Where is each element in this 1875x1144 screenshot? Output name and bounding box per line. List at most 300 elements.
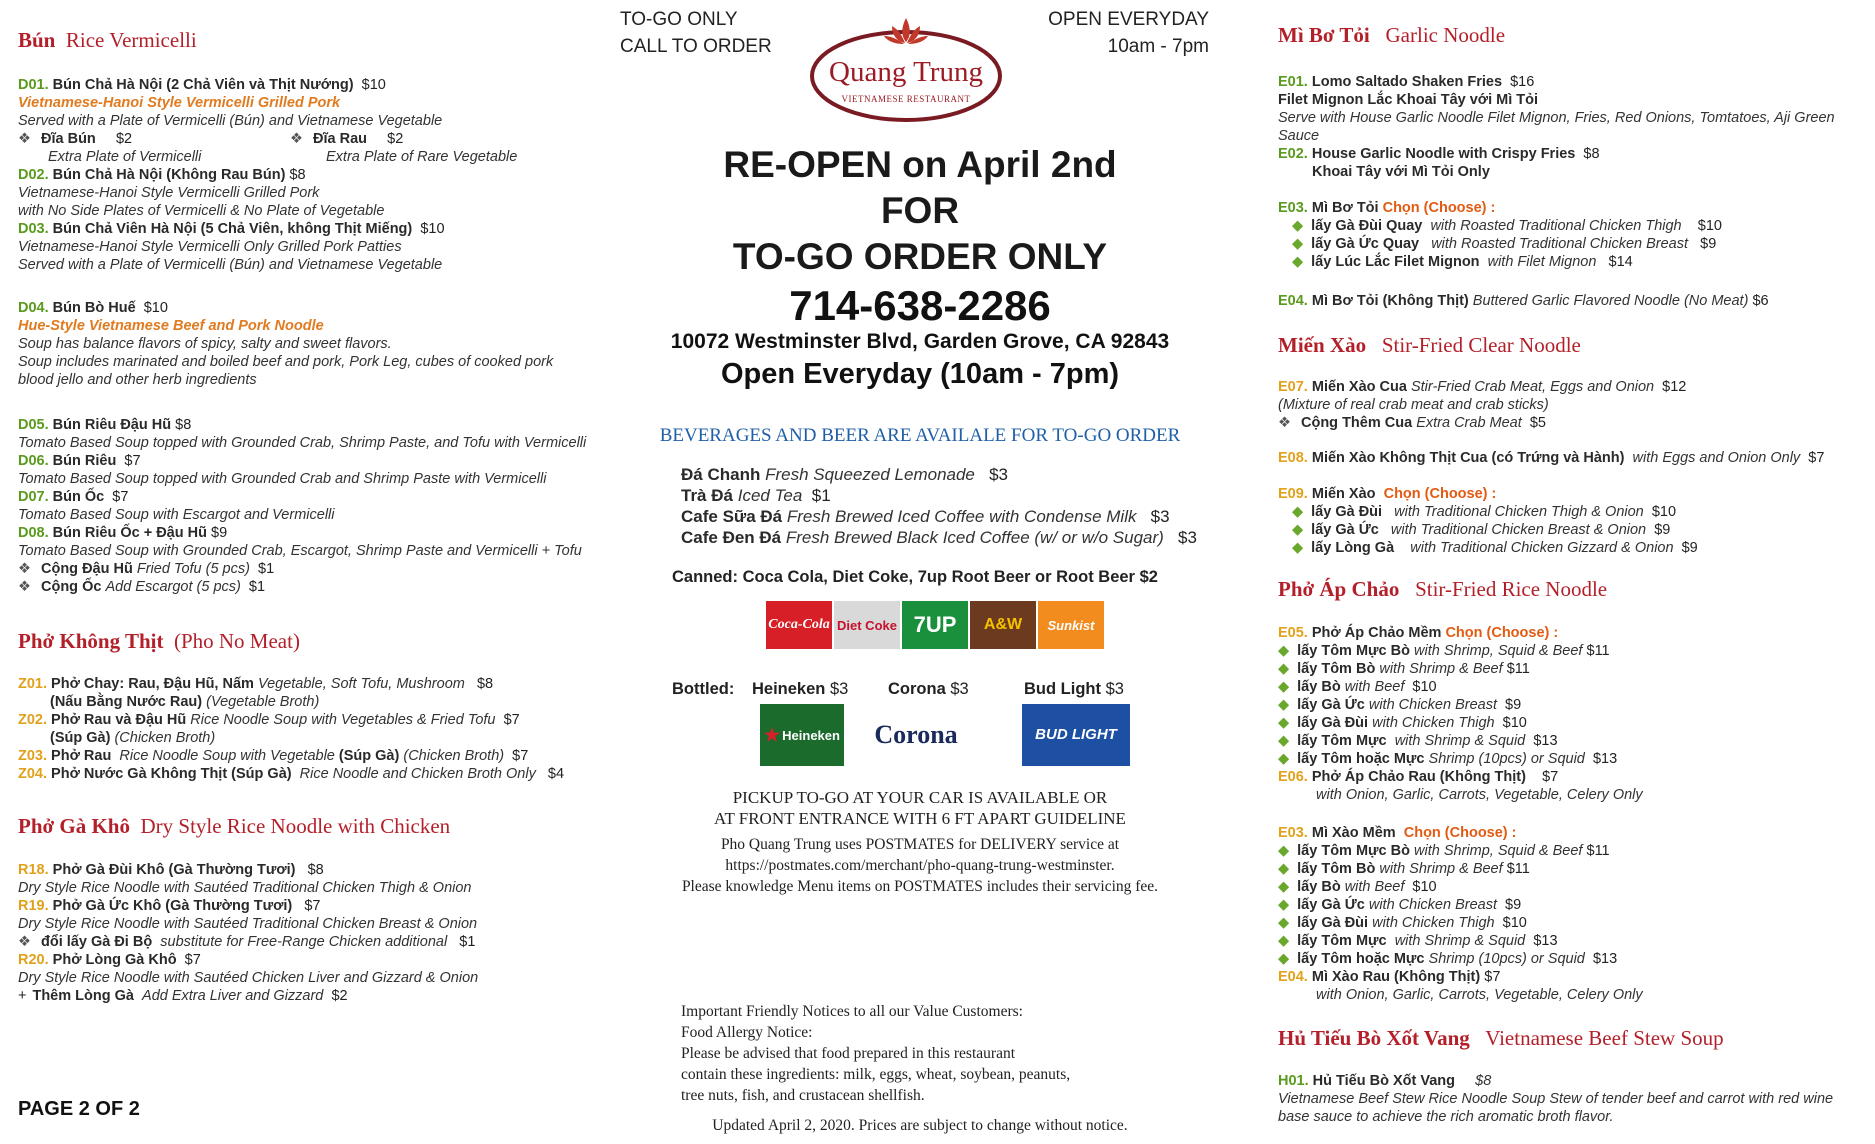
option-name: lấy Lúc Lắc Filet Mignon	[1311, 254, 1480, 270]
option-desc: Extra Crab Meat	[1416, 415, 1522, 431]
bullet-icon: ◆	[1292, 254, 1304, 270]
section-title-pho-ap-chao	[1278, 577, 1868, 602]
beverage-price: $1	[811, 486, 831, 505]
option-item	[1292, 253, 1868, 271]
hours: Open Everyday (10am - 7pm)	[720, 358, 1120, 390]
item-price: $8	[476, 676, 494, 692]
item-name: Phở Áp Chảo Mềm	[1311, 625, 1442, 641]
item-code: R20.	[18, 952, 49, 968]
open-line: 10am - 7pm	[1107, 36, 1209, 57]
menu-item-z03	[18, 747, 608, 765]
option-extra-rau	[290, 130, 403, 148]
option-name: lấy Gà Ức	[1297, 697, 1365, 713]
option-price: $13	[1533, 933, 1558, 949]
page-label: PAGE 2 OF 2	[18, 1098, 140, 1120]
beverage-name: Cafe Đen Đá	[681, 528, 782, 547]
menu-item-d03	[18, 220, 608, 274]
option-item	[1278, 842, 1868, 860]
item-price: $7	[512, 748, 529, 764]
option-desc: with Chicken Thigh	[1372, 715, 1495, 731]
item-code: R18.	[18, 862, 49, 878]
option-desc: Fried Tofu (5 pcs)	[136, 561, 250, 577]
bullet-icon: ◆	[1292, 236, 1304, 252]
togo-line: TO-GO ONLY	[620, 9, 738, 30]
item-desc: (Vegetable Broth)	[206, 694, 320, 710]
option-name: lấy Gà Đùi	[1297, 715, 1369, 731]
7up-logo: 7UP	[902, 601, 968, 649]
item-name: Phở Gà Đùi Khô (Gà Thường Tươi)	[52, 862, 296, 878]
item-desc: Stir-Fried Crab Meat, Eggs and Onion	[1410, 379, 1655, 395]
section-title-mien-xao	[1278, 333, 1868, 358]
item-code: E02.	[1278, 146, 1308, 162]
corona-logo-text: Corona	[874, 720, 958, 749]
headline-line: TO-GO ORDER ONLY	[732, 236, 1108, 277]
menu-item-e06	[1278, 768, 1868, 804]
headline-line: RE-OPEN on April 2nd	[723, 144, 1117, 185]
option-item	[1278, 860, 1868, 878]
beverage-item	[681, 506, 1197, 527]
beer-name: Corona	[888, 680, 946, 698]
option-extra-bun	[18, 130, 132, 148]
bullet-icon: ◆	[1292, 522, 1304, 538]
option-desc: with Chicken Breast	[1368, 897, 1497, 913]
option-add-escargot	[18, 578, 608, 596]
item-price: $12	[1662, 379, 1687, 395]
option-desc: substitute for Free-Range Chicken additional	[160, 934, 448, 950]
diamond-icon: ❖	[18, 934, 31, 950]
corona-logo	[874, 704, 958, 766]
option-name: lấy Tôm Mực	[1297, 733, 1387, 749]
option-price: $10	[1651, 504, 1677, 520]
restaurant-logo	[808, 14, 1004, 124]
option-name: lấy Bò	[1297, 879, 1341, 895]
option-name: Cộng Đậu Hũ	[41, 561, 133, 577]
item-code: H01.	[1278, 1073, 1309, 1089]
item-code: R19.	[18, 898, 49, 914]
item-name: Bún Bò Huế	[52, 300, 136, 316]
item-price: $7	[1808, 450, 1825, 466]
section-garlic-noodle	[1278, 23, 1868, 48]
item-code: E01.	[1278, 74, 1308, 90]
beverage-name: Đá Chanh	[681, 465, 761, 484]
open-line: OPEN EVERYDAY	[1048, 9, 1209, 30]
aw-rootbeer-logo: A&W	[970, 601, 1036, 649]
item-price: $7	[112, 489, 129, 505]
bullet-icon: ◆	[1278, 843, 1290, 859]
item-desc: Vietnamese-Hanoi Style Vermicelli Grilled Pork	[18, 185, 320, 201]
option-price: $10	[1412, 879, 1437, 895]
section-title-en: (Pho No Meat)	[173, 629, 300, 653]
item-desc: Dry Style Rice Noodle with Sautéed Traditional Chicken Thigh & Onion	[18, 880, 472, 896]
option-extra-crab	[1278, 414, 1868, 432]
beer-name: Heineken	[752, 680, 826, 698]
item-price: $10	[420, 221, 445, 237]
option-name: Đĩa Rau	[313, 131, 367, 147]
option-item	[1278, 896, 1868, 914]
item-desc: with No Side Plates of Vermicelli & No Plate of Vegetable	[18, 203, 385, 219]
menu-item-e04	[1278, 292, 1868, 310]
menu-item-d04	[18, 299, 608, 389]
beverage-item	[681, 527, 1197, 548]
item-desc: Tomato Based Soup with Grounded Crab, Escargot, Shrimp Paste and Vermicelli + Tofu	[18, 543, 582, 559]
beer-name: Bud Light	[1024, 680, 1101, 698]
bullet-icon: ◆	[1278, 861, 1290, 877]
section-title-vn: Hủ Tiếu Bò Xốt Vang	[1278, 1026, 1470, 1050]
section-title-hu-tieu	[1278, 1026, 1868, 1051]
section-pho-no-meat	[18, 629, 608, 654]
bullet-icon: ◆	[1278, 715, 1290, 731]
pickup-line: AT FRONT ENTRANCE WITH 6 FT APART GUIDELINE	[714, 809, 1126, 828]
section-title-vn: Miến Xào	[1278, 333, 1367, 357]
star-icon: ★	[764, 724, 781, 745]
beverage-desc: Fresh Squeezed Lemonade	[765, 465, 975, 484]
beverage-desc: Fresh Brewed Iced Coffee with Condense Milk	[786, 507, 1137, 526]
beverage-desc: Fresh Brewed Black Iced Coffee (w/ or w/o Sugar)	[785, 528, 1164, 547]
section-title-garlic-noodle	[1278, 23, 1868, 48]
item-code: E03.	[1278, 825, 1308, 841]
item-desc: Buttered Garlic Flavored Noodle (No Meat)	[1472, 293, 1749, 309]
item-desc: Tomato Based Soup topped with Grounded Crab, Shrimp Paste, and Tofu with Vermicelli	[18, 435, 587, 451]
item-desc: (Chicken Broth)	[403, 748, 505, 764]
option-price: $2	[115, 131, 133, 147]
item-code: E06.	[1278, 769, 1308, 785]
item-desc: Vegetable, Soft Tofu, Mushroom	[257, 676, 465, 692]
option-desc: with Traditional Chicken Thigh & Onion	[1394, 504, 1644, 520]
option-price: $2	[387, 131, 404, 147]
option-name: lấy Bò	[1297, 679, 1341, 695]
menu-item-h01	[1278, 1072, 1868, 1126]
bullet-icon: ◆	[1278, 751, 1290, 767]
section-pho-ga-kho	[18, 814, 608, 839]
option-price: $10	[1502, 715, 1527, 731]
diet-coke-logo: Diet Coke	[834, 601, 900, 649]
menu-item-d06	[18, 452, 608, 488]
menu-item-r18	[18, 861, 608, 897]
option-list	[1278, 503, 1868, 557]
item-desc: Tomato Based Soup topped with Grounded Crab and Shrimp Paste with Vermicelli	[18, 471, 547, 487]
phone-number[interactable]: 714-638-2286	[789, 282, 1051, 329]
item-price: $10	[361, 77, 386, 93]
item-code: D03.	[18, 221, 49, 237]
section-title-en: Rice Vermicelli	[65, 28, 197, 52]
beverages-title: BEVERAGES AND BEER ARE AVAILALE FOR TO-GO ORDER	[659, 425, 1181, 446]
coca-cola-logo: Coca-Cola	[766, 601, 832, 649]
option-list	[1278, 842, 1868, 968]
item-desc: Served with a Plate of Vermicelli (Bún) and Vietnamese Vegetable	[18, 257, 443, 273]
item-desc: Vietnamese Beef Stew Rice Noodle Soup Stew of tender beef and carrot with red wine	[1278, 1091, 1834, 1107]
section-title-vn: Bún	[18, 28, 56, 52]
item-desc: Soup has balance flavors of spicy, salty and sweet flavors.	[18, 336, 392, 352]
item-desc: Dry Style Rice Noodle with Sautéed Traditional Chicken Breast & Onion	[18, 916, 478, 932]
option-desc: with Traditional Chicken Breast & Onion	[1390, 522, 1647, 538]
option-name: lấy Gà Ức	[1297, 897, 1365, 913]
item-desc: Rice Noodle Soup with Vegetable	[119, 748, 335, 764]
beverage-item	[681, 464, 1197, 485]
item-price: $7	[503, 712, 520, 728]
bud-light-logo	[1022, 704, 1130, 766]
option-item	[1292, 217, 1868, 235]
item-code: D08.	[18, 525, 49, 541]
notice-line: contain these ingredients: milk, eggs, wheat, soybean, peanuts,	[681, 1066, 1071, 1083]
menu-item-e02	[1278, 145, 1868, 181]
beverage-name: Trà Đá	[681, 486, 733, 505]
option-name: đổi lấy Gà Đi Bộ	[41, 934, 153, 950]
section-title-pho-ga-kho	[18, 814, 608, 839]
item-name: (Nấu Bằng Nước Rau)	[50, 694, 203, 710]
option-desc: with Chicken Breast	[1368, 697, 1497, 713]
item-price: $8	[1475, 1073, 1492, 1089]
option-item	[1292, 521, 1868, 539]
item-desc: Vietnamese-Hanoi Style Vermicelli Only Grilled Pork Patties	[18, 239, 402, 255]
option-desc: with Shrimp & Beef	[1379, 861, 1503, 877]
item-subtitle: Vietnamese-Hanoi Style Vermicelli Grilled Pork	[18, 95, 341, 111]
section-title-bun	[18, 28, 608, 53]
item-name: Mì Bơ Tỏi (Không Thịt)	[1311, 293, 1469, 309]
option-name: lấy Gà Ức	[1311, 522, 1379, 538]
option-price: $13	[1533, 733, 1558, 749]
allergy-notice	[681, 1001, 1070, 1106]
option-price: $5	[1529, 415, 1546, 431]
menu-item-r19	[18, 897, 608, 951]
notice-line: Important Friendly Notices to all our Value Customers:	[681, 1003, 1023, 1020]
option-price: $13	[1592, 751, 1618, 767]
item-name: Phở Gà Ức Khô (Gà Thường Tươi)	[52, 898, 293, 914]
canned-drinks: Canned: Coca Cola, Diet Coke, 7up Root Beer or Root Beer $2	[672, 568, 1158, 586]
option-name: lấy Gà Đùi	[1311, 504, 1383, 520]
item-code: E04.	[1278, 969, 1308, 985]
item-code: D06.	[18, 453, 49, 469]
bullet-icon: ◆	[1278, 733, 1290, 749]
menu-item-e03	[1278, 199, 1868, 271]
item-code: D02.	[18, 167, 49, 183]
item-desc: Rice Noodle and Chicken Broth Only	[299, 766, 536, 782]
item-desc: Served with a Plate of Vermicelli (Bún) and Vietnamese Vegetable	[18, 113, 443, 129]
sunkist-logo: Sunkist	[1038, 601, 1104, 649]
option-item	[1292, 235, 1868, 253]
option-item	[1278, 932, 1868, 950]
item-code: E08.	[1278, 450, 1308, 466]
heineken-logo	[760, 704, 844, 766]
option-desc: Add Extra Liver and Gizzard	[142, 988, 324, 1004]
bullet-icon: ◆	[1278, 697, 1290, 713]
option-name: lấy Tôm Mực Bò	[1297, 643, 1410, 659]
choose-label: Chọn (Choose) :	[1445, 625, 1559, 641]
togo-line: CALL TO ORDER	[620, 36, 772, 57]
menu-item-d05	[18, 416, 608, 452]
section-hu-tieu	[1278, 1026, 1868, 1051]
item-options-desc	[18, 148, 608, 166]
pickup-line: PICKUP TO-GO AT YOUR CAR IS AVAILABLE OR	[732, 788, 1108, 807]
postmates-notice	[620, 834, 1220, 897]
menu-item-e08	[1278, 449, 1868, 467]
item-name: Phở Rau	[51, 748, 112, 764]
option-desc: with Shrimp & Squid	[1394, 933, 1526, 949]
option-price: $10	[1502, 915, 1527, 931]
item-name: Phở Chay: Rau, Đậu Hũ, Nấm	[51, 676, 254, 692]
bullet-icon: ◆	[1278, 897, 1290, 913]
item-name: Hủ Tiếu Bò Xốt Vang	[1312, 1073, 1455, 1089]
option-price: $11	[1506, 861, 1530, 877]
diamond-icon: ❖	[290, 131, 303, 147]
item-desc: Serve with House Garlic Noodle Filet Mignon, Fries, Red Onions, Tomtatoes, Aji Green Sauce	[1278, 110, 1835, 144]
item-name: Phở Áp Chảo Rau (Không Thịt)	[1311, 769, 1526, 785]
option-price: $1	[248, 579, 266, 595]
option-price: $11	[1506, 661, 1530, 677]
menu-item-d07	[18, 488, 608, 524]
item-code: D05.	[18, 417, 49, 433]
section-title-vn: Mì Bơ Tỏi	[1278, 23, 1370, 47]
item-code: E07.	[1278, 379, 1308, 395]
item-price: $4	[547, 766, 565, 782]
menu-item-d08	[18, 524, 608, 596]
logo-subtitle: VIETNAMESE RESTAURANT	[841, 94, 971, 104]
option-price: $2	[331, 988, 348, 1004]
item-code: D01.	[18, 77, 49, 93]
option-name: lấy Tôm Mực	[1297, 933, 1387, 949]
item-price: $7	[304, 898, 321, 914]
option-item	[1278, 714, 1868, 732]
option-item	[1278, 642, 1868, 660]
open-note	[1048, 6, 1209, 60]
option-item	[1278, 660, 1868, 678]
option-price: $9	[1700, 236, 1717, 252]
section-title-vn: Phở Gà Khô	[18, 814, 130, 838]
menu-item-e07	[1278, 378, 1868, 432]
beverage-item	[681, 485, 1197, 506]
bullet-icon: ◆	[1278, 951, 1290, 967]
item-price: $7	[1542, 769, 1559, 785]
beer-budlight	[1024, 680, 1124, 699]
option-name: Cộng Ốc	[41, 579, 102, 595]
option-list	[1278, 642, 1868, 768]
beverage-desc: Iced Tea	[737, 486, 803, 505]
menu-item-e09	[1278, 485, 1868, 557]
bullet-icon: ◆	[1278, 661, 1290, 677]
beer-heineken	[752, 680, 848, 699]
notice-line: Food Allergy Notice:	[681, 1024, 813, 1041]
option-name: lấy Gà Ức Quay	[1311, 236, 1420, 252]
notice-line: tree nuts, fish, and crustacean shellfish.	[681, 1087, 925, 1104]
choose-label: Chọn (Choose) :	[1383, 486, 1497, 502]
item-price: $8	[289, 167, 306, 183]
option-desc: Shrimp (10pcs) or Squid	[1428, 751, 1585, 767]
option-item	[1292, 503, 1868, 521]
item-name: Khoai Tây với Mì Tỏi Only	[1312, 164, 1490, 180]
option-item	[1278, 950, 1868, 968]
option-desc: with Roasted Traditional Chicken Breast	[1431, 236, 1689, 252]
section-title-en: Garlic Noodle	[1385, 23, 1506, 47]
item-name: Bún Chả Viên Hà Nội (5 Chả Viên, không Thịt Miếng)	[52, 221, 413, 237]
item-name: Miến Xào Không Thịt Cua (có Trứng và Hành)	[1311, 450, 1625, 466]
option-name: lấy Tôm Mực Bò	[1297, 843, 1410, 859]
menu-item-r20	[18, 951, 608, 1005]
option-desc: with Roasted Traditional Chicken Thigh	[1430, 218, 1682, 234]
item-name: Phở Nước Gà Không Thịt (Súp Gà)	[51, 766, 292, 782]
item-code: E05.	[1278, 625, 1308, 641]
item-desc: with Eggs and Onion Only	[1632, 450, 1801, 466]
option-name: lấy Tôm Bò	[1297, 861, 1376, 877]
option-item	[1278, 732, 1868, 750]
option-desc: Add Escargot (5 pcs)	[105, 579, 241, 595]
beer-price: $3	[950, 680, 969, 698]
option-desc: Shrimp (10pcs) or Squid	[1428, 951, 1585, 967]
option-desc: with Shrimp, Squid & Beef	[1414, 643, 1583, 659]
section-pho-ap-chao	[1278, 577, 1868, 602]
item-name: Bún Ốc	[52, 489, 105, 505]
item-desc: with Onion, Garlic, Carrots, Vegetable, Celery Only	[1316, 987, 1643, 1003]
beverage-list	[681, 464, 1197, 548]
option-desc: with Shrimp & Squid	[1394, 733, 1526, 749]
option-name: lấy Tôm Bò	[1297, 661, 1376, 677]
option-item	[1278, 878, 1868, 896]
bullet-icon: ◆	[1278, 879, 1290, 895]
item-code: D04.	[18, 300, 49, 316]
item-desc: (Mixture of real crab meat and crab sticks)	[1278, 397, 1549, 413]
soda-logos	[766, 601, 1101, 653]
option-price: $10	[1697, 218, 1722, 234]
item-code: Z02.	[18, 712, 48, 728]
item-name: House Garlic Noodle with Crispy Fries	[1311, 146, 1576, 162]
plus-icon: +	[18, 988, 27, 1004]
diamond-icon: ❖	[18, 579, 31, 595]
bullet-icon: ◆	[1292, 504, 1304, 520]
item-name: (Súp Gà)	[50, 730, 111, 746]
item-price: $7	[1484, 969, 1501, 985]
option-desc: with Shrimp, Squid & Beef	[1414, 843, 1583, 859]
bullet-icon: ◆	[1292, 540, 1304, 556]
section-bun	[18, 28, 608, 53]
section-title-pho-no-meat	[18, 629, 608, 654]
option-desc: Extra Plate of Vermicelli	[48, 149, 202, 165]
item-name: Mì Bơ Tỏi	[1311, 200, 1379, 216]
option-name: lấy Tôm hoặc Mực	[1297, 751, 1425, 767]
postmates-link[interactable]: https://postmates.com/merchant/pho-quang-trung-westminster.	[725, 857, 1115, 874]
diamond-icon: ❖	[18, 131, 31, 147]
choose-label: Chọn (Choose) :	[1382, 200, 1496, 216]
option-name: Cộng Thêm Cua	[1301, 415, 1413, 431]
item-code: E03.	[1278, 200, 1308, 216]
bottled-beers	[672, 680, 1192, 700]
beer-price: $3	[1105, 680, 1124, 698]
option-price: $9	[1505, 897, 1522, 913]
option-name: lấy Gà Đùi	[1297, 915, 1369, 931]
choose-label: Chọn (Choose) :	[1403, 825, 1517, 841]
menu-item-z02	[18, 711, 608, 747]
item-code: E04.	[1278, 293, 1308, 309]
option-price: $9	[1654, 522, 1671, 538]
reopen-headline	[620, 142, 1220, 280]
heineken-logo-text: Heineken	[782, 727, 840, 743]
item-code: Z04.	[18, 766, 48, 782]
section-title-en: Dry Style Rice Noodle with Chicken	[140, 814, 451, 838]
bud-light-logo-text: BUD LIGHT	[1035, 726, 1117, 743]
item-name: (Súp Gà)	[338, 748, 400, 764]
item-name: Phở Lòng Gà Khô	[52, 952, 177, 968]
item-desc: Soup includes marinated and boiled beef and pork, Pork Leg, cubes of cooked pork	[18, 354, 554, 370]
item-desc: Tomato Based Soup with Escargot and Vermicelli	[18, 507, 335, 523]
item-code: E09.	[1278, 486, 1308, 502]
option-desc: with Beef	[1344, 679, 1405, 695]
option-desc: with Chicken Thigh	[1372, 915, 1495, 931]
beer-price: $3	[829, 680, 849, 698]
menu-item-d01	[18, 76, 608, 166]
option-price: $11	[1586, 843, 1610, 859]
item-name: Bún Riêu	[52, 453, 117, 469]
section-mien-xao	[1278, 333, 1868, 358]
item-price: $8	[1583, 146, 1600, 162]
option-free-range	[18, 933, 608, 951]
bullet-icon: ◆	[1278, 915, 1290, 931]
